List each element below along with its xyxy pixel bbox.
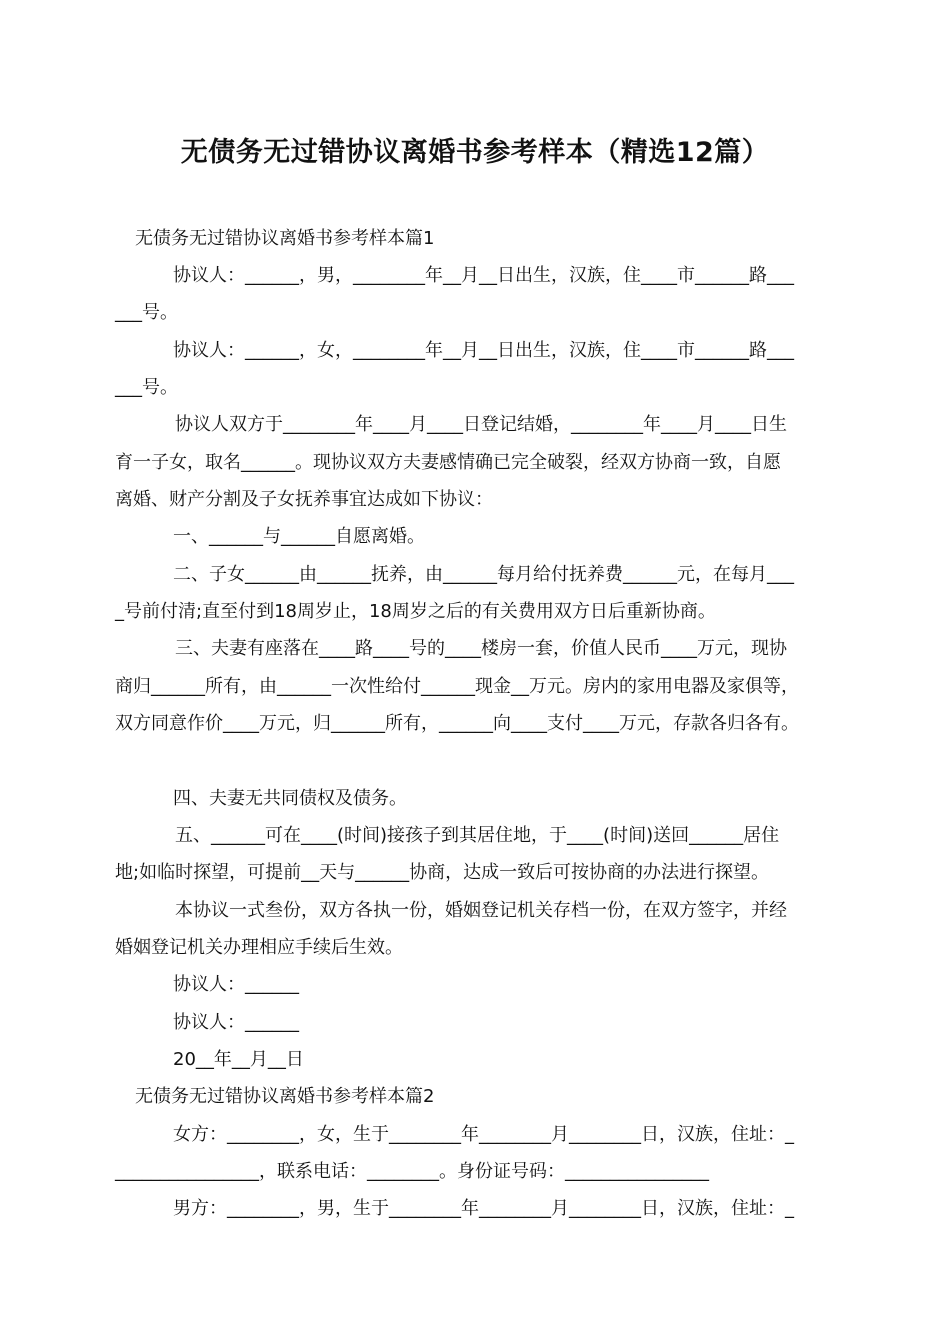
paragraph-line: 女方：________，女，生于________年________月________日，汉族，住址：_ xyxy=(173,1124,794,1145)
signature-line: 协议人：______ xyxy=(173,1012,299,1033)
paragraph-line: 五、______可在____(时间)接孩子到其居住地，于____(时间)送回______居住 xyxy=(175,825,780,846)
paragraph-line: 商归______所有，由______一次性给付______现金__万元。房内的家用电器及家俱等， xyxy=(115,676,799,697)
paragraph-line: _号前付清;直至付到18周岁止，18周岁之后的有关费用双方日后重新协商。 xyxy=(115,601,716,622)
paragraph-line: 四、夫妻无共同债权及债务。 xyxy=(173,788,407,809)
paragraph-line: 一、______与______自愿离婚。 xyxy=(173,526,425,547)
paragraph-line: 三、夫妻有座落在____路____号的____楼房一套，价值人民币____万元，现协 xyxy=(175,638,787,659)
paragraph-line: 婚姻登记机关办理相应手续后生效。 xyxy=(115,937,403,958)
date-line: 20__年__月__日 xyxy=(173,1049,304,1070)
paragraph-line: 本协议一式叁份，双方各执一份，婚姻登记机关存档一份，在双方签字，并经 xyxy=(175,900,787,921)
paragraph-line: ___号。 xyxy=(115,302,178,323)
paragraph-line: ___号。 xyxy=(115,377,178,398)
paragraph-line: 协议人：______，男，________年__月__日出生，汉族，住____市______路___ xyxy=(173,265,794,286)
paragraph-line: 离婚、财产分割及子女抚养事宜达成如下协议： xyxy=(115,489,493,510)
paragraph-line: 协议人：______，女，________年__月__日出生，汉族，住____市______路___ xyxy=(173,340,794,361)
section-heading: 无债务无过错协议离婚书参考样本篇2 xyxy=(135,1086,435,1107)
signature-line: 协议人：______ xyxy=(173,974,299,995)
paragraph-line: 二、子女______由______抚养，由______每月给付抚养费______元，在每月___ xyxy=(173,564,794,585)
paragraph-line: 协议人双方于________年____月____日登记结婚，________年____月____日生 xyxy=(175,414,787,435)
paragraph-line: 双方同意作价____万元，归______所有，______向____支付____万元，存款各归各有。 xyxy=(115,713,799,734)
paragraph-line: ________________，联系电话：________。身份证号码：________________ xyxy=(115,1161,709,1182)
paragraph-line: 育一子女，取名______。现协议双方夫妻感情确已完全破裂，经双方协商一致，自愿 xyxy=(115,452,781,473)
paragraph-line: 地;如临时探望，可提前__天与______协商，达成一致后可按协商的办法进行探望。 xyxy=(115,862,770,883)
section-heading: 无债务无过错协议离婚书参考样本篇1 xyxy=(135,228,435,249)
paragraph-line: 男方：________，男，生于________年________月________日，汉族，住址：_ xyxy=(173,1198,794,1219)
document-title: 无债务无过错协议离婚书参考样本（精选12篇） xyxy=(180,137,770,168)
